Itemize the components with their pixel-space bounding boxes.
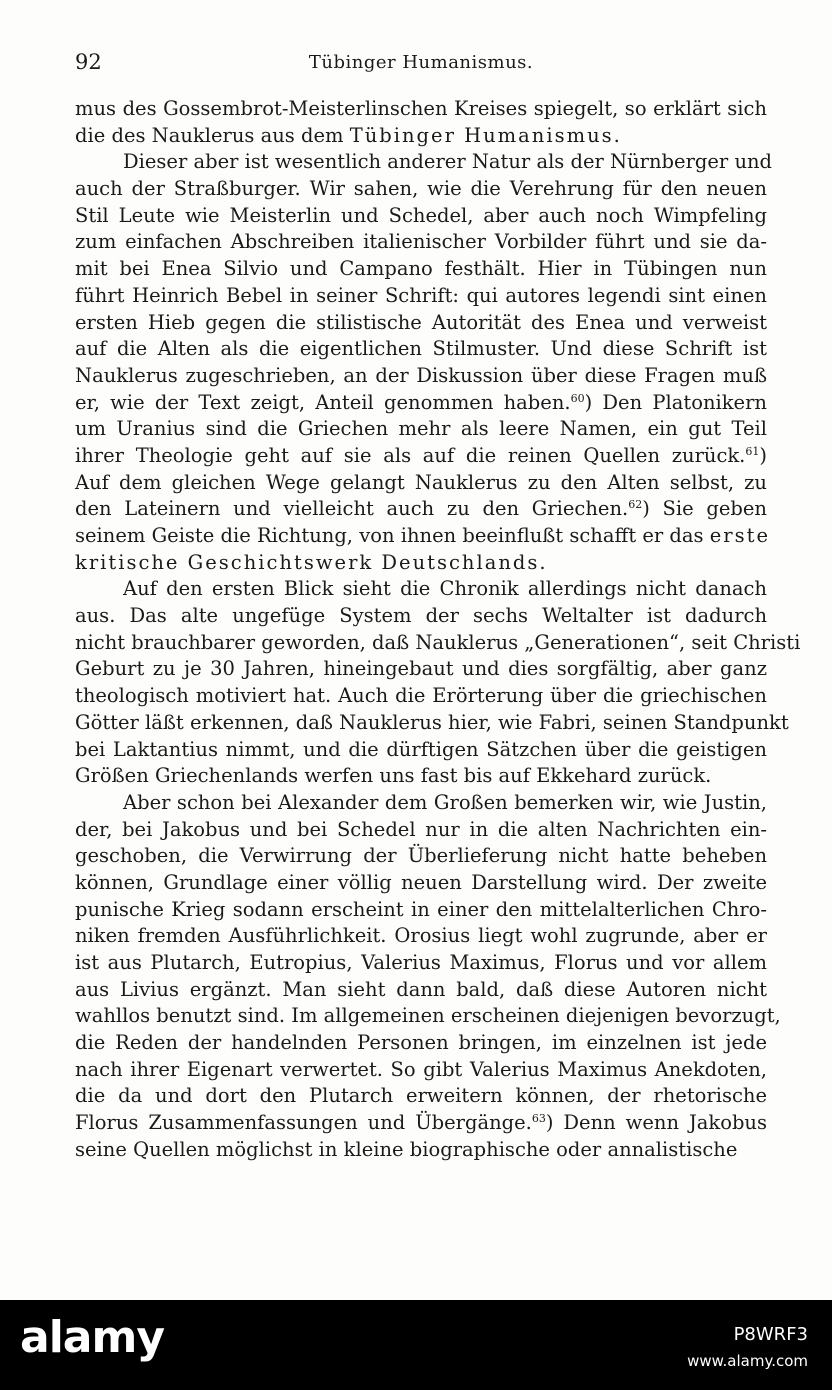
text-run: Auf den ersten Blick sieht die Chronik allerdings nicht danach — [123, 577, 767, 601]
text-line — [75, 96, 767, 123]
text-run: ) Sie geben — [642, 497, 767, 521]
spaced-emphasis: Tübinger Humanismus. — [349, 123, 622, 147]
text-run: bei Laktantius nimmt, und die dürftigen Sätzchen über die geistigen — [75, 737, 767, 761]
text-run: der, bei Jakobus und bei Schedel nur in die alten Nachrichten ein- — [75, 817, 767, 841]
text-run: Dieser aber ist wesentlich anderer Natur als der Nürnberger und — [123, 150, 773, 174]
text-run: die da und dort den Plutarch erweitern können, der rhetorische — [75, 1084, 767, 1108]
text-line — [75, 1110, 767, 1137]
text-line — [75, 843, 767, 870]
text-run: auf die Alten als die eigentlichen Stilmuster. Und diese Schrift ist — [75, 337, 767, 361]
text-line — [75, 817, 767, 844]
text-run: Stil Leute wie Meisterlin und Schedel, aber auch noch Wimpfeling — [75, 203, 767, 227]
text-run: die Reden der handelnden Personen bringen, im einzelnen ist jede — [75, 1031, 767, 1055]
text-line — [75, 390, 767, 417]
text-run: Aber schon bei Alexander dem Großen bemerken wir, wie Justin, — [123, 790, 767, 814]
text-run: aus Livius ergänzt. Man sieht dann bald, daß diese Autoren nicht — [75, 977, 767, 1001]
text-run: nach ihrer Eigenart verwertet. So gibt Valerius Maximus Anekdoten, — [75, 1057, 767, 1081]
page-number: 92 — [75, 50, 102, 74]
text-run: wahllos benutzt sind. Im allgemeinen erscheinen diejenigen bevorzugt, — [75, 1004, 781, 1028]
text-line — [75, 416, 767, 443]
text-run: ) Denn wenn Jakobus — [545, 1111, 767, 1135]
text-line — [75, 203, 767, 230]
text-run: den Lateinern und vielleicht auch zu den Griechen. — [75, 497, 629, 521]
text-run: seinem Geiste die Richtung, von ihnen beeinflußt schafft er das — [75, 524, 710, 547]
text-run: Florus Zusammenfassungen und Übergänge. — [75, 1111, 532, 1135]
running-title: Tübinger Humanismus. — [308, 52, 534, 73]
spaced-emphasis: kritische Geschichtswerk Deutschlands. — [75, 550, 548, 574]
watermark-image-id: P8WRF3 — [733, 1324, 808, 1345]
text-run: niken fremden Ausführlichkeit. Orosius liegt wohl zugrunde, aber er — [75, 924, 767, 948]
text-run: ) Den Platonikern — [584, 390, 767, 414]
text-line — [75, 496, 767, 523]
text-run: punische Krieg sodann erscheint in einer den mittelalterlichen Chro- — [75, 897, 767, 921]
page-header — [75, 50, 767, 80]
text-run: er, wie der Text zeigt, Anteil genommen haben. — [75, 390, 571, 414]
footnote-ref: 60 — [570, 391, 585, 405]
text-line — [75, 897, 767, 924]
text-line — [75, 923, 767, 950]
text-run: aus. Das alte ungefüge System der sechs Weltalter ist dadurch — [75, 604, 767, 628]
text-run: mit bei Enea Silvio und Campano festhält. Hier in Tübingen nun — [75, 257, 767, 281]
text-line — [75, 576, 767, 603]
text-line — [75, 123, 767, 150]
text-line — [75, 523, 770, 550]
text-line — [75, 790, 767, 817]
text-run: führt Heinrich Bebel in seiner Schrift: qui autores legendi sint einen — [75, 283, 767, 307]
text-run: Auf dem gleichen Wege gelangt Nauklerus zu den Alten selbst, zu — [75, 470, 767, 494]
text-line — [75, 763, 767, 790]
text-run: ersten Hieb gegen die stilistische Autorität des Enea und verweist — [75, 310, 767, 334]
footnote-ref: 61 — [745, 444, 760, 458]
text-line — [75, 310, 767, 337]
text-line — [75, 176, 767, 203]
text-line — [75, 229, 767, 256]
text-line — [75, 550, 767, 577]
text-line — [75, 950, 767, 977]
text-line — [75, 1030, 767, 1057]
text-line — [75, 656, 767, 683]
text-line — [75, 1003, 781, 1030]
text-line — [75, 977, 767, 1004]
text-run: seine Quellen möglichst in kleine biographische oder annalistische — [75, 1137, 738, 1161]
text-line — [75, 336, 767, 363]
text-run: ) — [759, 443, 767, 467]
watermark-logo: alamy — [20, 1312, 164, 1363]
text-run: zum einfachen Abschreiben italienischer Vorbilder führt und sie da- — [75, 230, 767, 254]
text-run: nicht brauchbarer geworden, daß Nauklerus „Generationen“, seit Christi — [75, 630, 801, 654]
text-run: Größen Griechenlands werfen uns fast bis auf Ekkehard zurück. — [75, 764, 712, 788]
watermark-url: www.alamy.com — [687, 1352, 808, 1370]
watermark-bar — [0, 1300, 832, 1390]
text-line — [75, 1083, 767, 1110]
text-run: Geburt zu je 30 Jahren, hineingebaut und dies sorgfältig, aber ganz — [75, 657, 767, 681]
spaced-emphasis: erste — [709, 524, 770, 547]
text-run: ist aus Plutarch, Eutropius, Valerius Maximus, Florus und vor allem — [75, 951, 767, 974]
text-run: auch der Straßburger. Wir sahen, wie die Verehrung für den neuen — [75, 177, 767, 201]
text-run: theologisch motiviert hat. Auch die Erörterung über die griechischen — [75, 684, 767, 708]
body-text — [75, 96, 801, 1164]
footnote-ref: 62 — [628, 498, 643, 512]
text-run: um Uranius sind die Griechen mehr als leere Namen, ein gut Teil — [75, 417, 767, 441]
text-line — [75, 683, 767, 710]
text-run: geschoben, die Verwirrung der Überlieferung nicht hatte beheben — [75, 844, 767, 868]
text-run: die des Nauklerus aus dem — [75, 123, 350, 147]
text-line — [75, 443, 767, 470]
text-line — [75, 1137, 767, 1164]
text-run: Nauklerus zugeschrieben, an der Diskussion über diese Fragen muß — [75, 363, 767, 387]
text-line — [75, 283, 767, 310]
text-line — [75, 870, 767, 897]
text-run: ihrer Theologie geht auf sie als auf die reinen Quellen zurück. — [75, 443, 746, 467]
text-line — [75, 470, 767, 497]
text-line — [75, 710, 789, 737]
text-line — [75, 363, 767, 390]
text-line — [75, 149, 773, 176]
text-run: können, Grundlage einer völlig neuen Darstellung wird. Der zweite — [75, 870, 767, 894]
text-run: Götter läßt erkennen, daß Nauklerus hier, wie Fabri, seinen Standpunkt — [75, 710, 789, 734]
text-line — [75, 603, 767, 630]
text-line — [75, 1057, 767, 1084]
text-run: mus des Gossembrot-Meisterlinschen Kreises spiegelt, so erklärt sich — [75, 97, 767, 120]
text-line — [75, 737, 767, 764]
footnote-ref: 63 — [531, 1112, 546, 1126]
text-line — [75, 256, 767, 283]
text-line — [75, 630, 801, 657]
